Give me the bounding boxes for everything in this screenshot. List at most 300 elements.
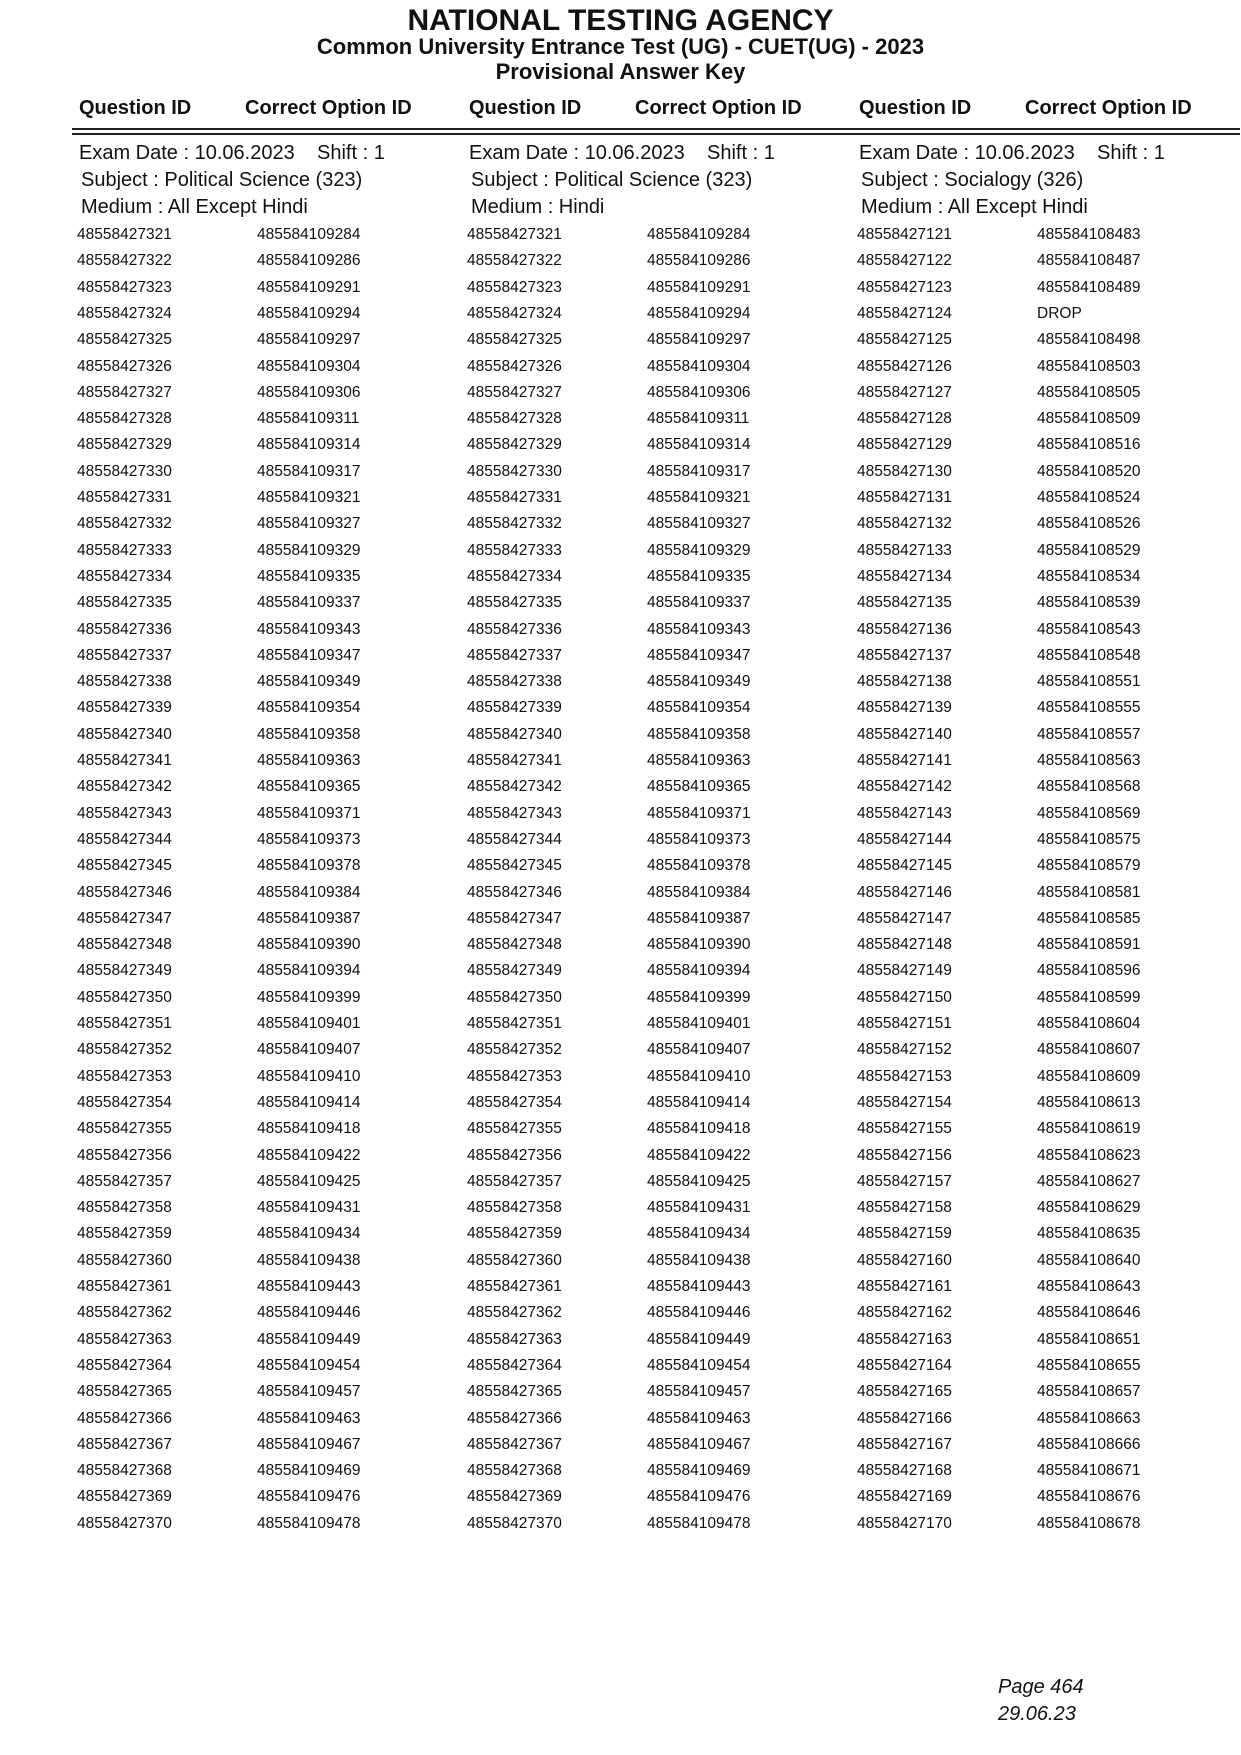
question-id: 48558427144: [857, 830, 952, 848]
question-id: 48558427340: [77, 725, 172, 743]
correct-option-id: 485584109390: [647, 936, 751, 954]
question-id: 48558427330: [467, 462, 562, 480]
question-id: 48558427336: [467, 620, 562, 638]
question-id: 48558427328: [467, 410, 562, 428]
correct-option-id: 485584109297: [257, 331, 361, 349]
exam-subject: Subject : Socialogy (326): [861, 169, 1084, 191]
question-id: 48558427161: [857, 1278, 952, 1295]
correct-option-id: 485584109454: [257, 1356, 361, 1374]
correct-option-id: 485584109449: [257, 1330, 361, 1348]
column-header-question-id: Question ID: [859, 97, 972, 119]
correct-option-id: 485584109347: [647, 646, 751, 664]
correct-option-id: 485584109401: [257, 1015, 361, 1032]
question-id: 48558427352: [467, 1041, 562, 1059]
question-id: 48558427326: [77, 357, 172, 375]
correct-option-id: 485584109317: [257, 462, 361, 480]
question-id: 48558427146: [857, 883, 952, 901]
question-id: 48558427166: [857, 1409, 952, 1427]
correct-option-id: 485584109284: [257, 226, 361, 243]
correct-option-id: 485584108651: [1037, 1330, 1141, 1348]
question-id: 48558427355: [467, 1120, 562, 1138]
correct-option-id: 485584108489: [1037, 278, 1141, 296]
question-id: 48558427342: [467, 778, 562, 796]
question-id: 48558427338: [77, 673, 172, 691]
correct-option-id: 485584108657: [1037, 1383, 1141, 1401]
correct-option-id: 485584108551: [1037, 673, 1141, 691]
question-id: 48558427337: [467, 646, 562, 664]
question-id: 48558427345: [467, 857, 562, 875]
question-id: 48558427324: [467, 304, 562, 322]
question-id: 48558427342: [77, 778, 172, 796]
correct-option-id: 485584108623: [1037, 1146, 1141, 1164]
correct-option-id: 485584109365: [257, 778, 361, 796]
question-id: 48558427131: [857, 489, 952, 506]
question-id: 48558427135: [857, 594, 952, 612]
question-id: 48558427349: [467, 962, 562, 980]
correct-option-id: 485584109358: [647, 725, 751, 743]
correct-option-id: 485584108503: [1037, 357, 1141, 375]
question-id: 48558427164: [857, 1356, 952, 1374]
correct-option-id: 485584109291: [257, 278, 361, 296]
question-id: 48558427124: [857, 304, 952, 322]
correct-option-id: 485584109329: [647, 541, 751, 559]
correct-option-id: 485584109378: [647, 857, 751, 875]
question-id: 48558427345: [77, 857, 172, 875]
question-id: 48558427329: [467, 436, 562, 454]
question-id: 48558427362: [77, 1304, 172, 1322]
question-id: 48558427162: [857, 1304, 952, 1322]
correct-option-id: 485584109349: [647, 673, 751, 691]
question-id: 48558427356: [77, 1146, 172, 1164]
question-id: 48558427149: [857, 962, 952, 980]
exam-date: Exam Date : 10.06.2023: [469, 142, 685, 164]
correct-option-id: 485584109311: [257, 410, 360, 428]
correct-option-id: 485584109399: [647, 988, 751, 1006]
correct-option-id: 485584109422: [257, 1146, 361, 1164]
correct-option-id: 485584109438: [257, 1251, 361, 1269]
correct-option-id: 485584108591: [1037, 936, 1141, 954]
question-id: 48558427334: [77, 567, 172, 585]
question-id: 48558427327: [77, 383, 172, 401]
exam-medium: Medium : All Except Hindi: [861, 196, 1088, 218]
correct-option-id: 485584108563: [1037, 752, 1141, 769]
header-divider: [72, 133, 1240, 135]
correct-option-id: 485584109306: [257, 383, 361, 401]
correct-option-id: 485584109467: [647, 1435, 751, 1453]
question-id: 48558427338: [467, 673, 562, 691]
question-id: 48558427333: [77, 541, 172, 559]
question-id: 48558427147: [857, 909, 952, 927]
correct-option-id: 485584108609: [1037, 1067, 1141, 1085]
question-id: 48558427153: [857, 1067, 952, 1085]
question-id: 48558427347: [467, 909, 562, 927]
question-id: 48558427168: [857, 1462, 952, 1480]
exam-date: Exam Date : 10.06.2023: [859, 142, 1075, 164]
question-id: 48558427122: [857, 252, 952, 270]
correct-option-id: 485584109304: [257, 357, 361, 375]
correct-option-id: 485584108607: [1037, 1041, 1141, 1059]
question-id: 48558427336: [77, 620, 172, 638]
question-id: 48558427332: [77, 515, 172, 533]
correct-option-id: 485584108635: [1037, 1225, 1141, 1243]
question-id: 48558427328: [77, 410, 172, 428]
correct-option-id: 485584108575: [1037, 830, 1141, 848]
correct-option-id: 485584108569: [1037, 804, 1141, 822]
question-id: 48558427158: [857, 1199, 952, 1217]
question-id: 48558427339: [77, 699, 172, 717]
correct-option-id: 485584108604: [1037, 1015, 1141, 1032]
correct-option-id: 485584109438: [647, 1251, 751, 1269]
question-id: 48558427347: [77, 909, 172, 927]
question-id: 48558427130: [857, 462, 952, 480]
correct-option-id: 485584109478: [257, 1514, 361, 1532]
question-id: 48558427364: [77, 1356, 172, 1374]
question-id: 48558427366: [77, 1409, 172, 1427]
question-id: 48558427357: [467, 1172, 562, 1190]
question-id: 48558427126: [857, 357, 952, 375]
question-id: 48558427143: [857, 804, 952, 822]
question-id: 48558427326: [467, 357, 562, 375]
question-id: 48558427335: [467, 594, 562, 612]
correct-option-id: 485584109410: [257, 1067, 361, 1085]
correct-option-id: 485584109311: [647, 410, 750, 428]
correct-option-id: 485584109317: [647, 462, 751, 480]
correct-option-id: 485584108643: [1037, 1278, 1141, 1295]
question-id: 48558427360: [467, 1251, 562, 1269]
correct-option-id: 485584108629: [1037, 1199, 1141, 1217]
question-id: 48558427325: [77, 331, 172, 349]
correct-option-id: 485584109343: [647, 620, 751, 638]
correct-option-id: 485584109354: [647, 699, 751, 717]
exam-date: Exam Date : 10.06.2023: [79, 142, 295, 164]
question-id: 48558427327: [467, 383, 562, 401]
question-id: 48558427369: [467, 1488, 562, 1506]
correct-option-id: 485584109363: [647, 752, 751, 769]
correct-option-id: 485584109378: [257, 857, 361, 875]
correct-option-id: 485584109431: [647, 1199, 751, 1217]
correct-option-id: 485584108596: [1037, 962, 1141, 980]
question-id: 48558427358: [467, 1199, 562, 1217]
correct-option-id: 485584109384: [257, 883, 361, 901]
question-id: 48558427155: [857, 1120, 952, 1138]
correct-option-id: 485584109410: [647, 1067, 751, 1085]
page-number: Page 464: [998, 1676, 1084, 1698]
question-id: 48558427127: [857, 383, 952, 401]
question-id: 48558427367: [77, 1435, 172, 1453]
correct-option-id: 485584108671: [1037, 1462, 1141, 1480]
question-id: 48558427348: [467, 936, 562, 954]
question-id: 48558427137: [857, 646, 952, 664]
correct-option-id: 485584108505: [1037, 383, 1141, 401]
question-id: 48558427335: [77, 594, 172, 612]
question-id: 48558427348: [77, 936, 172, 954]
correct-option-id: 485584109407: [257, 1041, 361, 1059]
column-header-correct-option-id: Correct Option ID: [245, 97, 412, 119]
question-id: 48558427343: [77, 804, 172, 822]
exam-shift: Shift : 1: [707, 142, 775, 164]
column-header-correct-option-id: Correct Option ID: [1025, 97, 1192, 119]
question-id: 48558427369: [77, 1488, 172, 1506]
correct-option-id: 485584109327: [647, 515, 751, 533]
question-id: 48558427351: [77, 1015, 172, 1032]
correct-option-id: 485584108581: [1037, 883, 1141, 901]
question-id: 48558427132: [857, 515, 952, 533]
question-id: 48558427337: [77, 646, 172, 664]
correct-option-id: 485584108487: [1037, 252, 1141, 270]
question-id: 48558427351: [467, 1015, 562, 1032]
correct-option-id: 485584108676: [1037, 1488, 1141, 1506]
exam-medium: Medium : Hindi: [471, 196, 605, 218]
correct-option-id: 485584109365: [647, 778, 751, 796]
question-id: 48558427321: [467, 226, 562, 243]
correct-option-id: 485584109343: [257, 620, 361, 638]
correct-option-id: 485584108548: [1037, 646, 1141, 664]
question-id: 48558427123: [857, 278, 952, 296]
correct-option-id: 485584109337: [647, 594, 751, 612]
question-id: 48558427350: [77, 988, 172, 1006]
correct-option-id: 485584108526: [1037, 515, 1141, 533]
correct-option-id: 485584109476: [257, 1488, 361, 1506]
correct-option-id: 485584109478: [647, 1514, 751, 1532]
question-id: 48558427167: [857, 1435, 952, 1453]
question-id: 48558427331: [467, 489, 562, 506]
question-id: 48558427322: [467, 252, 562, 270]
correct-option-id: 485584109454: [647, 1356, 751, 1374]
correct-option-id: 485584109297: [647, 331, 751, 349]
correct-option-id: 485584108498: [1037, 331, 1141, 349]
correct-option-id: 485584109422: [647, 1146, 751, 1164]
correct-option-id: 485584109291: [647, 278, 751, 296]
question-id: 48558427159: [857, 1225, 952, 1243]
correct-option-id: 485584109431: [257, 1199, 361, 1217]
question-id: 48558427156: [857, 1146, 952, 1164]
question-id: 48558427359: [467, 1225, 562, 1243]
correct-option-id: 485584109434: [257, 1225, 361, 1243]
question-id: 48558427133: [857, 541, 952, 559]
correct-option-id: 485584109414: [647, 1093, 751, 1111]
correct-option-id: 485584109399: [257, 988, 361, 1006]
correct-option-id: 485584109476: [647, 1488, 751, 1506]
correct-option-id: 485584109363: [257, 752, 361, 769]
correct-option-id: 485584108599: [1037, 988, 1141, 1006]
question-id: 48558427350: [467, 988, 562, 1006]
correct-option-id: 485584109371: [257, 804, 361, 822]
question-id: 48558427352: [77, 1041, 172, 1059]
correct-option-id: 485584109349: [257, 673, 361, 691]
correct-option-id: 485584109467: [257, 1435, 361, 1453]
column-header-correct-option-id: Correct Option ID: [635, 97, 802, 119]
question-id: 48558427142: [857, 778, 952, 796]
correct-option-id: 485584109463: [647, 1409, 751, 1427]
correct-option-id: 485584109306: [647, 383, 751, 401]
correct-option-id: 485584108627: [1037, 1172, 1141, 1190]
correct-option-id: 485584109469: [257, 1462, 361, 1480]
question-id: 48558427346: [77, 883, 172, 901]
correct-option-id: 485584109446: [257, 1304, 361, 1322]
correct-option-id: 485584109443: [647, 1278, 751, 1295]
correct-option-id: 485584109354: [257, 699, 361, 717]
correct-option-id: 485584108646: [1037, 1304, 1141, 1322]
question-id: 48558427353: [467, 1067, 562, 1085]
correct-option-id: 485584109335: [647, 567, 751, 585]
question-id: 48558427363: [467, 1330, 562, 1348]
correct-option-id: 485584109469: [647, 1462, 751, 1480]
correct-option-id: 485584109463: [257, 1409, 361, 1427]
correct-option-id: 485584108520: [1037, 462, 1141, 480]
column-header-question-id: Question ID: [79, 97, 192, 119]
correct-option-id: 485584108585: [1037, 909, 1141, 927]
question-id: 48558427139: [857, 699, 952, 717]
question-id: 48558427366: [467, 1409, 562, 1427]
question-id: 48558427363: [77, 1330, 172, 1348]
page-title: NATIONAL TESTING AGENCY: [407, 4, 834, 37]
question-id: 48558427354: [77, 1093, 172, 1111]
question-id: 48558427356: [467, 1146, 562, 1164]
question-id: 48558427362: [467, 1304, 562, 1322]
question-id: 48558427332: [467, 515, 562, 533]
question-id: 48558427163: [857, 1330, 952, 1348]
question-id: 48558427341: [467, 752, 562, 769]
exam-subject: Subject : Political Science (323): [471, 169, 753, 191]
question-id: 48558427324: [77, 304, 172, 322]
question-id: 48558427365: [77, 1383, 172, 1401]
question-id: 48558427129: [857, 436, 952, 454]
exam-subject: Subject : Political Science (323): [81, 169, 363, 191]
question-id: 48558427169: [857, 1488, 952, 1506]
correct-option-id: 485584109457: [647, 1383, 751, 1401]
question-id: 48558427148: [857, 936, 952, 954]
question-id: 48558427370: [77, 1514, 172, 1532]
question-id: 48558427329: [77, 436, 172, 454]
correct-option-id: 485584109449: [647, 1330, 751, 1348]
correct-option-id: 485584108640: [1037, 1251, 1141, 1269]
question-id: 48558427157: [857, 1172, 952, 1190]
correct-option-id: 485584109407: [647, 1041, 751, 1059]
correct-option-id: 485584108483: [1037, 226, 1141, 243]
correct-option-id: 485584109284: [647, 226, 751, 243]
correct-option-id: 485584108529: [1037, 541, 1141, 559]
correct-option-id: 485584109457: [257, 1383, 361, 1401]
question-id: 48558427346: [467, 883, 562, 901]
question-id: 48558427136: [857, 620, 952, 638]
question-id: 48558427340: [467, 725, 562, 743]
question-id: 48558427121: [857, 226, 952, 243]
question-id: 48558427360: [77, 1251, 172, 1269]
correct-option-id: 485584108516: [1037, 436, 1141, 454]
correct-option-id: 485584109321: [257, 489, 361, 506]
correct-option-id: 485584109358: [257, 725, 361, 743]
print-date: 29.06.23: [998, 1703, 1076, 1725]
question-id: 48558427341: [77, 752, 172, 769]
question-id: 48558427353: [77, 1067, 172, 1085]
question-id: 48558427154: [857, 1093, 952, 1111]
question-id: 48558427138: [857, 673, 952, 691]
correct-option-id: 485584109434: [647, 1225, 751, 1243]
question-id: 48558427330: [77, 462, 172, 480]
question-id: 48558427325: [467, 331, 562, 349]
correct-option-id: 485584109373: [647, 830, 751, 848]
question-id: 48558427357: [77, 1172, 172, 1190]
correct-option-id: 485584108619: [1037, 1120, 1141, 1138]
question-id: 48558427344: [467, 830, 562, 848]
correct-option-id: 485584109384: [647, 883, 751, 901]
question-id: 48558427361: [467, 1278, 562, 1295]
question-id: 48558427150: [857, 988, 952, 1006]
correct-option-id: 485584109401: [647, 1015, 751, 1032]
correct-option-id: 485584109446: [647, 1304, 751, 1322]
question-id: 48558427140: [857, 725, 952, 743]
question-id: 48558427152: [857, 1041, 952, 1059]
question-id: 48558427368: [77, 1462, 172, 1480]
correct-option-id: 485584108678: [1037, 1514, 1141, 1532]
question-id: 48558427358: [77, 1199, 172, 1217]
correct-option-id: DROP: [1037, 304, 1082, 322]
correct-option-id: 485584108568: [1037, 778, 1141, 796]
exam-medium: Medium : All Except Hindi: [81, 196, 308, 218]
question-id: 48558427151: [857, 1015, 952, 1032]
question-id: 48558427367: [467, 1435, 562, 1453]
correct-option-id: 485584108509: [1037, 410, 1141, 428]
correct-option-id: 485584109294: [257, 304, 361, 322]
correct-option-id: 485584109327: [257, 515, 361, 533]
correct-option-id: 485584109335: [257, 567, 361, 585]
question-id: 48558427370: [467, 1514, 562, 1532]
correct-option-id: 485584109418: [647, 1120, 751, 1138]
question-id: 48558427170: [857, 1514, 952, 1532]
question-id: 48558427334: [467, 567, 562, 585]
correct-option-id: 485584108539: [1037, 594, 1141, 612]
question-id: 48558427365: [467, 1383, 562, 1401]
correct-option-id: 485584109394: [647, 962, 751, 980]
correct-option-id: 485584109443: [257, 1278, 361, 1295]
question-id: 48558427160: [857, 1251, 952, 1269]
question-id: 48558427354: [467, 1093, 562, 1111]
correct-option-id: 485584109329: [257, 541, 361, 559]
correct-option-id: 485584109286: [257, 252, 361, 270]
correct-option-id: 485584109387: [257, 909, 361, 927]
correct-option-id: 485584108663: [1037, 1409, 1141, 1427]
correct-option-id: 485584109387: [647, 909, 751, 927]
question-id: 48558427364: [467, 1356, 562, 1374]
correct-option-id: 485584108543: [1037, 620, 1141, 638]
question-id: 48558427321: [77, 226, 172, 243]
column-header-question-id: Question ID: [469, 97, 582, 119]
correct-option-id: 485584109294: [647, 304, 751, 322]
question-id: 48558427344: [77, 830, 172, 848]
exam-name: Common University Entrance Test (UG) - CUET(UG) - 2023: [316, 34, 925, 59]
exam-shift: Shift : 1: [1097, 142, 1165, 164]
question-id: 48558427165: [857, 1383, 952, 1401]
correct-option-id: 485584108579: [1037, 857, 1141, 875]
correct-option-id: 485584108555: [1037, 699, 1141, 717]
question-id: 48558427368: [467, 1462, 562, 1480]
correct-option-id: 485584109337: [257, 594, 361, 612]
correct-option-id: 485584109314: [257, 436, 361, 454]
correct-option-id: 485584109321: [647, 489, 751, 506]
correct-option-id: 485584109425: [647, 1172, 751, 1190]
question-id: 48558427145: [857, 857, 952, 875]
question-id: 48558427323: [467, 278, 562, 296]
question-id: 48558427361: [77, 1278, 172, 1295]
question-id: 48558427333: [467, 541, 562, 559]
correct-option-id: 485584109414: [257, 1093, 361, 1111]
question-id: 48558427359: [77, 1225, 172, 1243]
question-id: 48558427322: [77, 252, 172, 270]
correct-option-id: 485584109286: [647, 252, 751, 270]
document-type: Provisional Answer Key: [495, 59, 746, 84]
correct-option-id: 485584109390: [257, 936, 361, 954]
correct-option-id: 485584109418: [257, 1120, 361, 1138]
